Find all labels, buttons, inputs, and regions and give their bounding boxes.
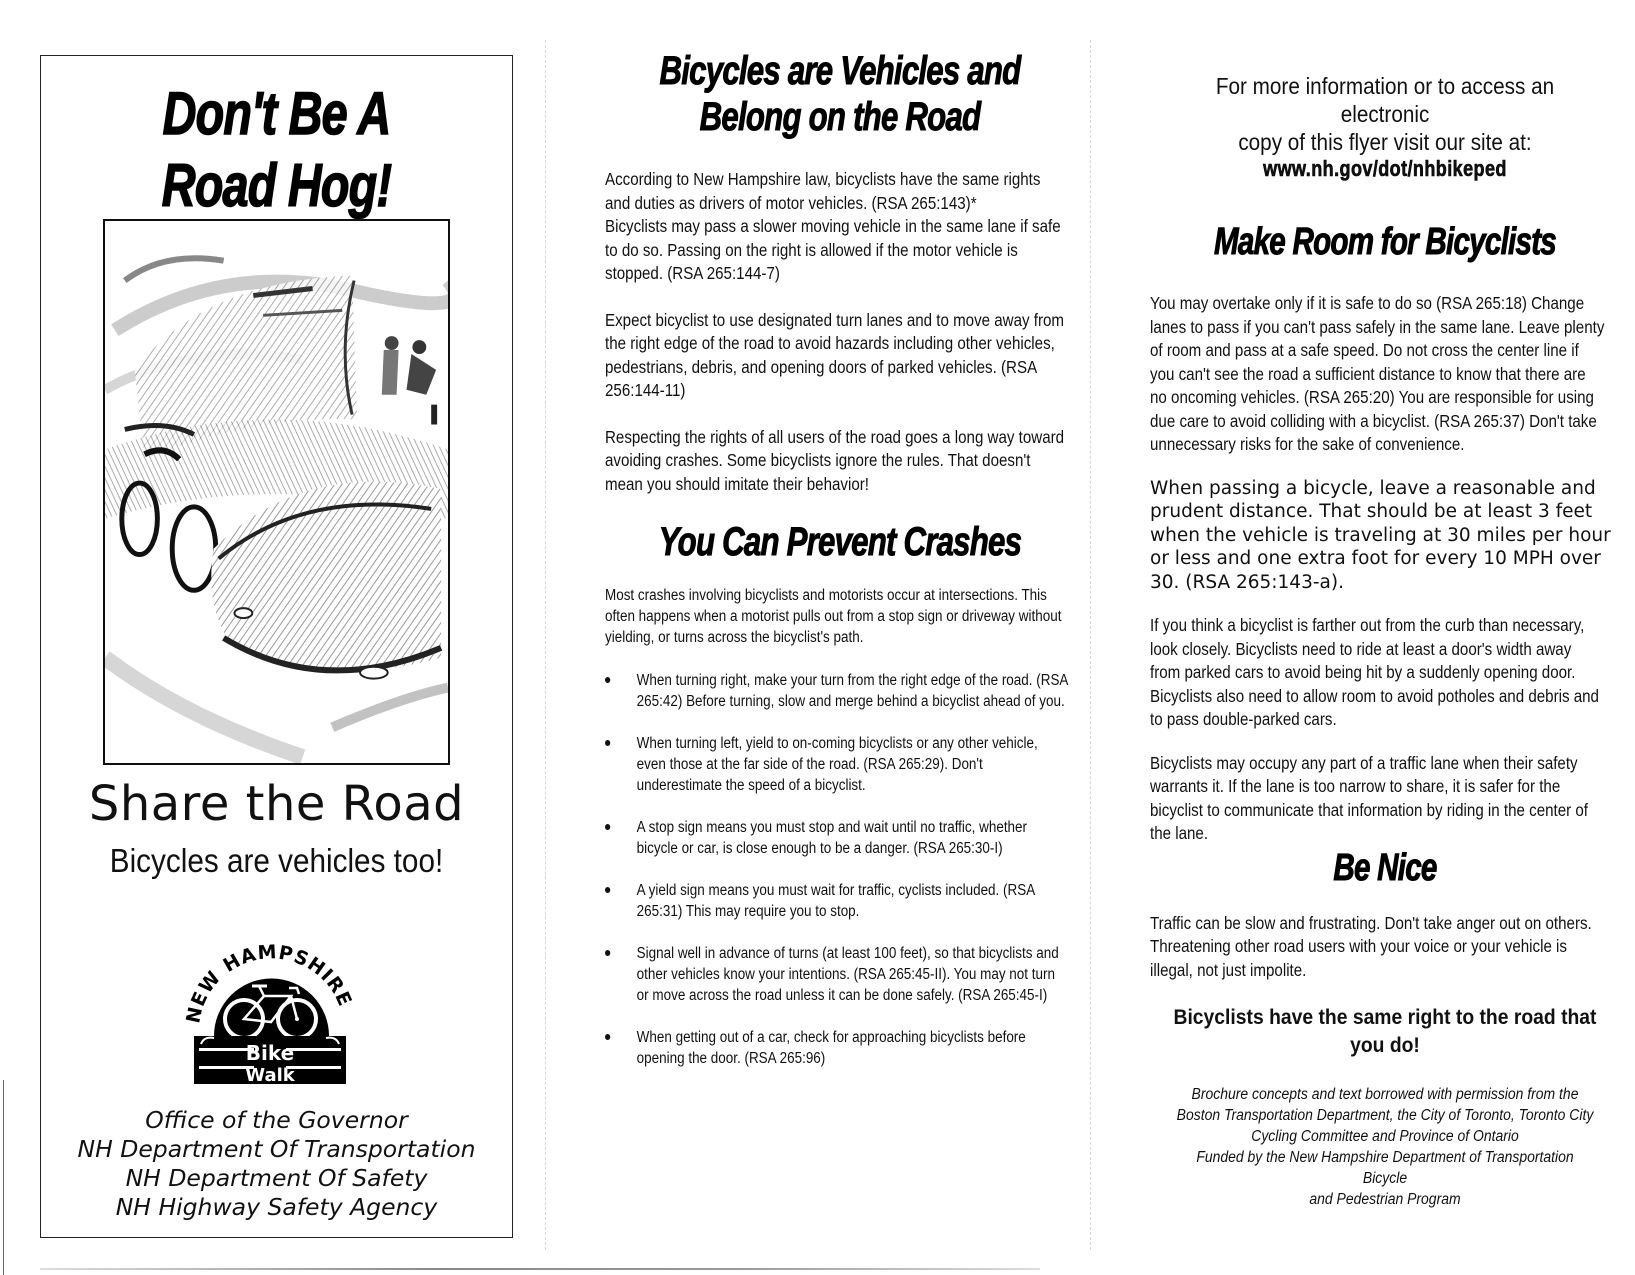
list-item: [605, 880, 1068, 922]
be-nice-section: [1150, 912, 1605, 983]
heading-make-room-text: Make Room for Bicyclists: [1213, 221, 1557, 263]
bullet-icon: [605, 677, 610, 683]
agency-highway-safety: NH Highway Safety Agency: [115, 1193, 438, 1221]
heading-make-room: [1202, 220, 1569, 264]
share-the-road-subtitle: Bicycles are vehicles too!: [109, 842, 444, 879]
middle-panel: [605, 0, 1075, 1275]
car-bicycle-illustration-icon: [105, 221, 448, 763]
scan-edge-line: [3, 1080, 4, 1275]
credits-line: Boston Transportation Department, the City of Toronto, Toronto City: [1176, 1107, 1594, 1124]
bullet-icon: [605, 824, 610, 830]
fold-line-right: [1090, 40, 1092, 1250]
bullet-text: Signal well in advance of turns (at least 100 feet), so that bicyclists and other vehicles know your intentions. (RSA 265:45-II). You may not turn or move across the road unless it can be done safely. (RSA 265:45-I): [636, 945, 1059, 1004]
heading-prevent-crashes-text: You Can Prevent Crashes: [658, 520, 1022, 564]
sponsoring-agencies: [41, 1106, 512, 1222]
svg-text:Bike: Bike: [245, 1041, 295, 1065]
turn-lanes-paragraph: Expect bicyclist to use designated turn lanes and to move away from the right edge of the road to avoid hazards including other vehicles, pedestrians, debris, and opening doors of parked vehicles. (RSA 256:144-11): [605, 309, 1065, 400]
crash-section: [605, 585, 1068, 1069]
cover-illustration: [103, 219, 450, 765]
credits-line: and Pedestrian Program: [1309, 1191, 1461, 1208]
fold-line-left: [545, 40, 547, 1250]
bullet-text: A yield sign means you must wait for traffic, cyclists included. (RSA 265:31) This may require you to stop.: [636, 882, 1035, 920]
credits-line: Funded by the New Hampshire Department of Transportation Bicycle: [1196, 1149, 1574, 1187]
more-info-line-1: For more information or to access an electronic: [1215, 73, 1555, 127]
share-the-road-title: Share the Road: [88, 776, 465, 832]
bicycle-logo-icon: [179, 936, 361, 1086]
overtake-paragraph: You may overtake only if it is safe to do so (RSA 265:18) Change lanes to pass if you can't pass safely in the same lane. Leave plenty of room and pass at a safe speed. Do not cross the center line if you can't see the road a sufficient distance to know that there are no oncoming vehicles. (RSA 265:20) You are responsible for using due care to avoid colliding with a bicyclist. (RSA 265:37) Don't take unnecessary risks for the sake of convenience.: [1150, 293, 1605, 454]
nh-bike-walk-logo: [179, 936, 361, 1086]
passing-paragraph: Bicyclists may pass a slower moving vehicle in the same lane if safe to do so. Passing on the right is allowed if the motor vehicle is stopped. (RSA 265:144-7): [605, 216, 1061, 283]
crash-intro-paragraph: Most crashes involving bicyclists and motorists occur at intersections. This often happens when a motorist pulls out from a stop sign or driveway without yielding, or turns across the bicyclist's path.: [605, 587, 1062, 646]
heading-line-1: Bicycles are Vehicles and: [659, 49, 1021, 93]
cover-title-line-1: Don't Be A: [162, 80, 391, 147]
bullet-text: When turning left, yield to on-coming bicyclists or any other vehicle, even those at the far side of the road. (RSA 265:29). Don't underestimate the speed of a bicyclist.: [636, 735, 1038, 794]
bullet-icon: [605, 950, 610, 956]
bullet-icon: [605, 740, 610, 746]
credits: [1174, 1084, 1597, 1210]
website-link[interactable]: www.nh.gov/dot/nhbikeped: [1263, 156, 1507, 181]
bullet-text: When getting out of a car, check for approaching bicyclists before opening the door. (RSA 265:96): [636, 1029, 1026, 1067]
bullet-icon: [605, 887, 610, 893]
cover-panel: [40, 55, 513, 1238]
cover-title-line-2: Road Hog!: [161, 152, 392, 219]
agency-safety: NH Department Of Safety: [125, 1164, 428, 1192]
credits-line: Cycling Committee and Province of Ontario: [1251, 1128, 1519, 1145]
heading-prevent-crashes: [657, 519, 1024, 565]
right-body-section: [1150, 292, 1605, 457]
list-item: [605, 817, 1068, 859]
svg-text:Walk: Walk: [245, 1065, 295, 1086]
curb-paragraph: If you think a bicyclist is farther out from the curb than necessary, look closely. Bicyclists need to ride at least a door's width away from parked cars to avoid being hit by a suddenly opening door. Bicyclists also need to allow room to avoid potholes and debris and to pass double-parked cars.: [1150, 615, 1599, 729]
bullet-icon: [605, 1034, 610, 1040]
heading-be-nice: [1202, 846, 1569, 890]
law-paragraph: According to New Hampshire law, bicyclists have the same rights and duties as drivers of motor vehicles. (RSA 265:143)*: [605, 169, 1041, 213]
three-feet-paragraph: When passing a bicycle, leave a reasonable and prudent distance. That should be at least 3 feet when the vehicle is traveling at 30 miles per hour or less and one extra foot for every 10 MPH over 30. (RSA 265:143-a).: [1150, 477, 1611, 593]
more-info-text: [1174, 72, 1597, 156]
be-nice-paragraph: Traffic can be slow and frustrating. Don't take anger out on others. Threatening other road users with your voice or your vehicle is illegal, not just impolite.: [1150, 912, 1592, 980]
bullet-text: When turning right, make your turn from the right edge of the road. (RSA 265:42) Before turning, slow and merge behind a bicyclist ahead of you.: [636, 672, 1068, 710]
agency-dot: NH Department Of Transportation: [77, 1135, 476, 1163]
list-item: [605, 943, 1068, 1006]
middle-body-section-1: [605, 168, 1068, 496]
heading-be-nice-text: Be Nice: [1333, 846, 1437, 889]
agency-governor: Office of the Governor: [145, 1106, 408, 1134]
list-item: [605, 670, 1068, 712]
more-info-line-2: copy of this flyer visit our site at:: [1238, 129, 1532, 155]
crash-tips-list: [605, 670, 1068, 1069]
closing-statement: Bicyclists have the same right to the road that you do!: [1173, 1006, 1597, 1057]
svg-text:NEW HAMPSHIRE: NEW HAMPSHIRE: [182, 941, 357, 1026]
cover-title: [93, 78, 460, 222]
right-panel: [1150, 0, 1620, 1275]
heading-bicycles-are-vehicles: [657, 48, 1024, 140]
respect-paragraph: Respecting the rights of all users of the road goes a long way toward avoiding crashes. Some bicyclists ignore the rules. That doesn't mean you should imitate their behavior!: [605, 426, 1065, 494]
list-item: [605, 1027, 1068, 1069]
bullet-text: A stop sign means you must stop and wait until no traffic, whether bicycle or car, is close enough to be a danger. (RSA 265:30-I): [636, 819, 1028, 857]
right-body-section-2: [1150, 614, 1605, 846]
credits-line: Brochure concepts and text borrowed with permission from the: [1191, 1086, 1579, 1103]
heading-line-2: Belong on the Road: [699, 95, 981, 139]
lane-paragraph: Bicyclists may occupy any part of a traffic lane when their safety warrants it. If the lane is too narrow to share, it is safer for the bicyclist to communicate that information by riding in the center of the lane.: [1150, 752, 1588, 843]
list-item: [605, 733, 1068, 796]
